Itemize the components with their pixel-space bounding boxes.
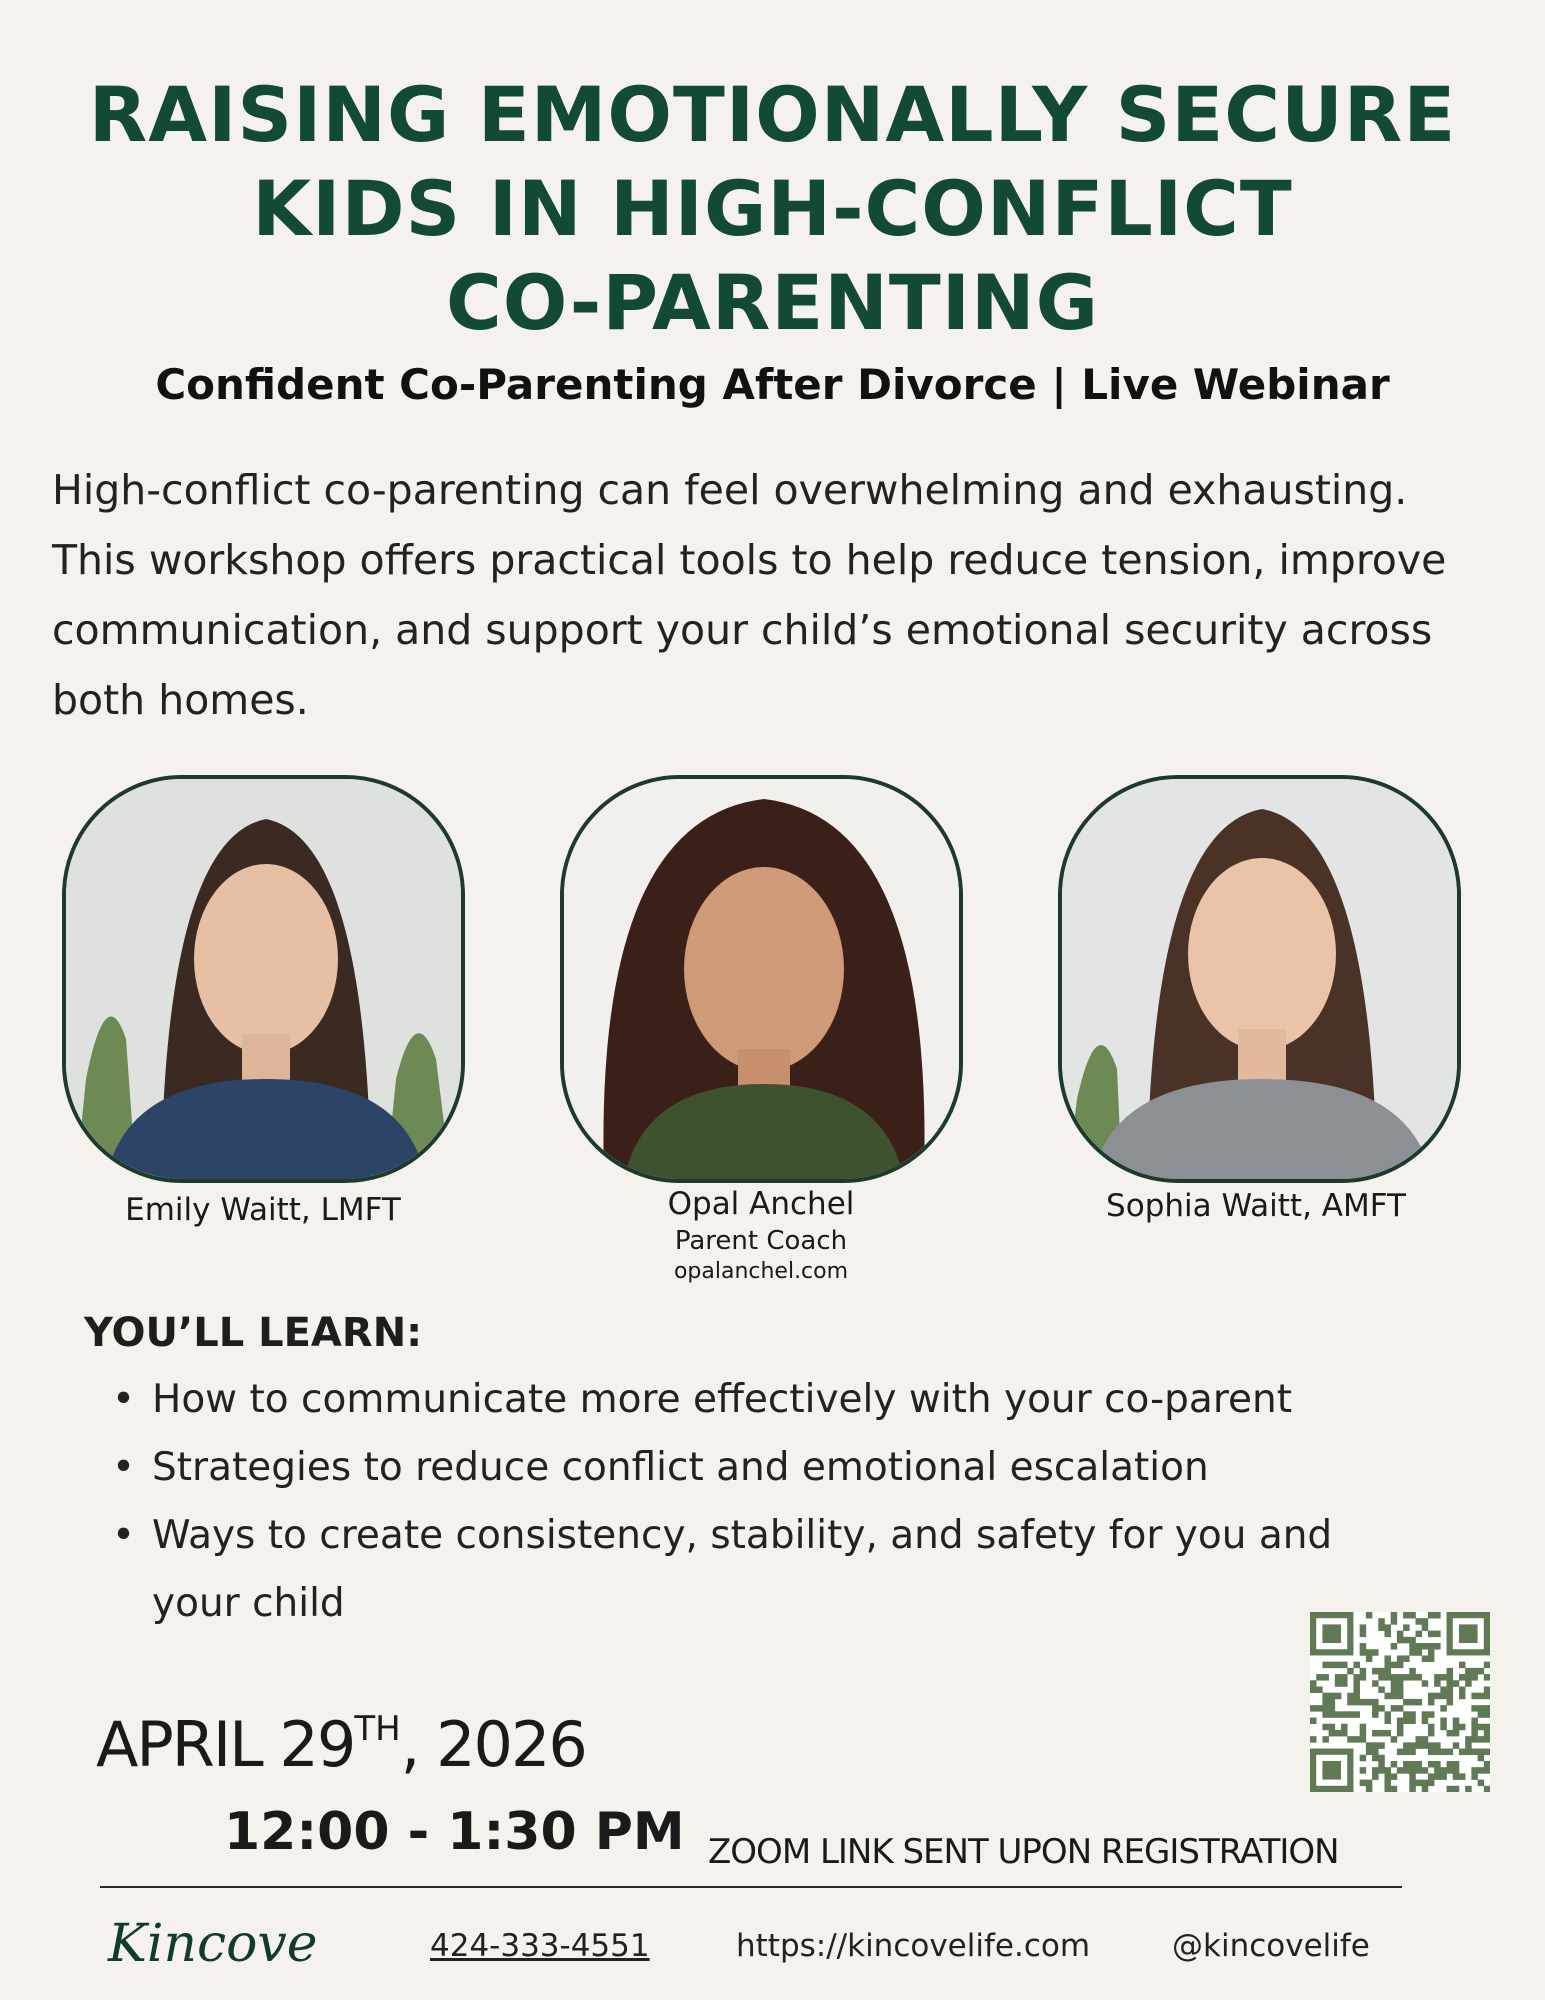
title-line-2: KIDS IN HIGH-CONFLICT (252, 164, 1293, 253)
event-time: 12:00 - 1:30 PM (224, 1802, 685, 1862)
presenter-website-opal[interactable]: opalanchel.com (673, 1259, 849, 1284)
learn-item-text: Ways to create consistency, stability, and safety for you and your child (152, 1513, 1333, 1626)
presenter-name-sophia: Sophia Waitt, AMFT (1106, 1188, 1406, 1224)
subtitle: Confident Co-Parenting After Divorce | Live Webinar (155, 360, 1390, 409)
learn-heading: YOU’LL LEARN: (84, 1310, 423, 1356)
event-date: APRIL 29TH, 2026 (96, 1708, 586, 1781)
kincove-logo: Kincove (108, 1914, 318, 1974)
social-handle[interactable]: @kincovelife (1172, 1928, 1370, 1964)
title-line-3: CO-PARENTING (445, 258, 1100, 347)
phone-link[interactable]: 424-333-4551 (430, 1928, 650, 1964)
bullet-icon: • (112, 1445, 136, 1490)
intro-paragraph: High-conflict co-parenting can feel overwhelming and exhausting. This workshop offers practical tools to help reduce tension, improve communication, and support your child’s emotional security across both homes. (52, 466, 1447, 724)
presenter-name-opal: Opal Anchel (667, 1186, 855, 1222)
bullet-icon: • (112, 1377, 136, 1422)
learn-item (112, 1366, 1442, 1434)
presenter-photo-emily (62, 775, 465, 1183)
presenter-photo-sophia (1058, 775, 1461, 1183)
qr-code[interactable] (1310, 1612, 1490, 1792)
zoom-note: ZOOM LINK SENT UPON REGISTRATION (708, 1832, 1339, 1872)
bullet-icon: • (112, 1513, 136, 1558)
learn-item-text: How to communicate more effectively with your co-parent (152, 1377, 1293, 1422)
title-line-1: RAISING EMOTIONALLY SECURE (88, 70, 1457, 159)
learn-item (112, 1502, 1442, 1638)
learn-item-text: Strategies to reduce conflict and emotional escalation (152, 1445, 1209, 1490)
footer-divider (100, 1886, 1402, 1888)
presenter-role-opal: Parent Coach (674, 1226, 848, 1256)
presenter-photo-opal (560, 775, 963, 1183)
learn-item (112, 1434, 1442, 1502)
presenter-name-emily: Emily Waitt, LMFT (125, 1192, 401, 1228)
website-link[interactable]: https://kincovelife.com (736, 1928, 1091, 1964)
